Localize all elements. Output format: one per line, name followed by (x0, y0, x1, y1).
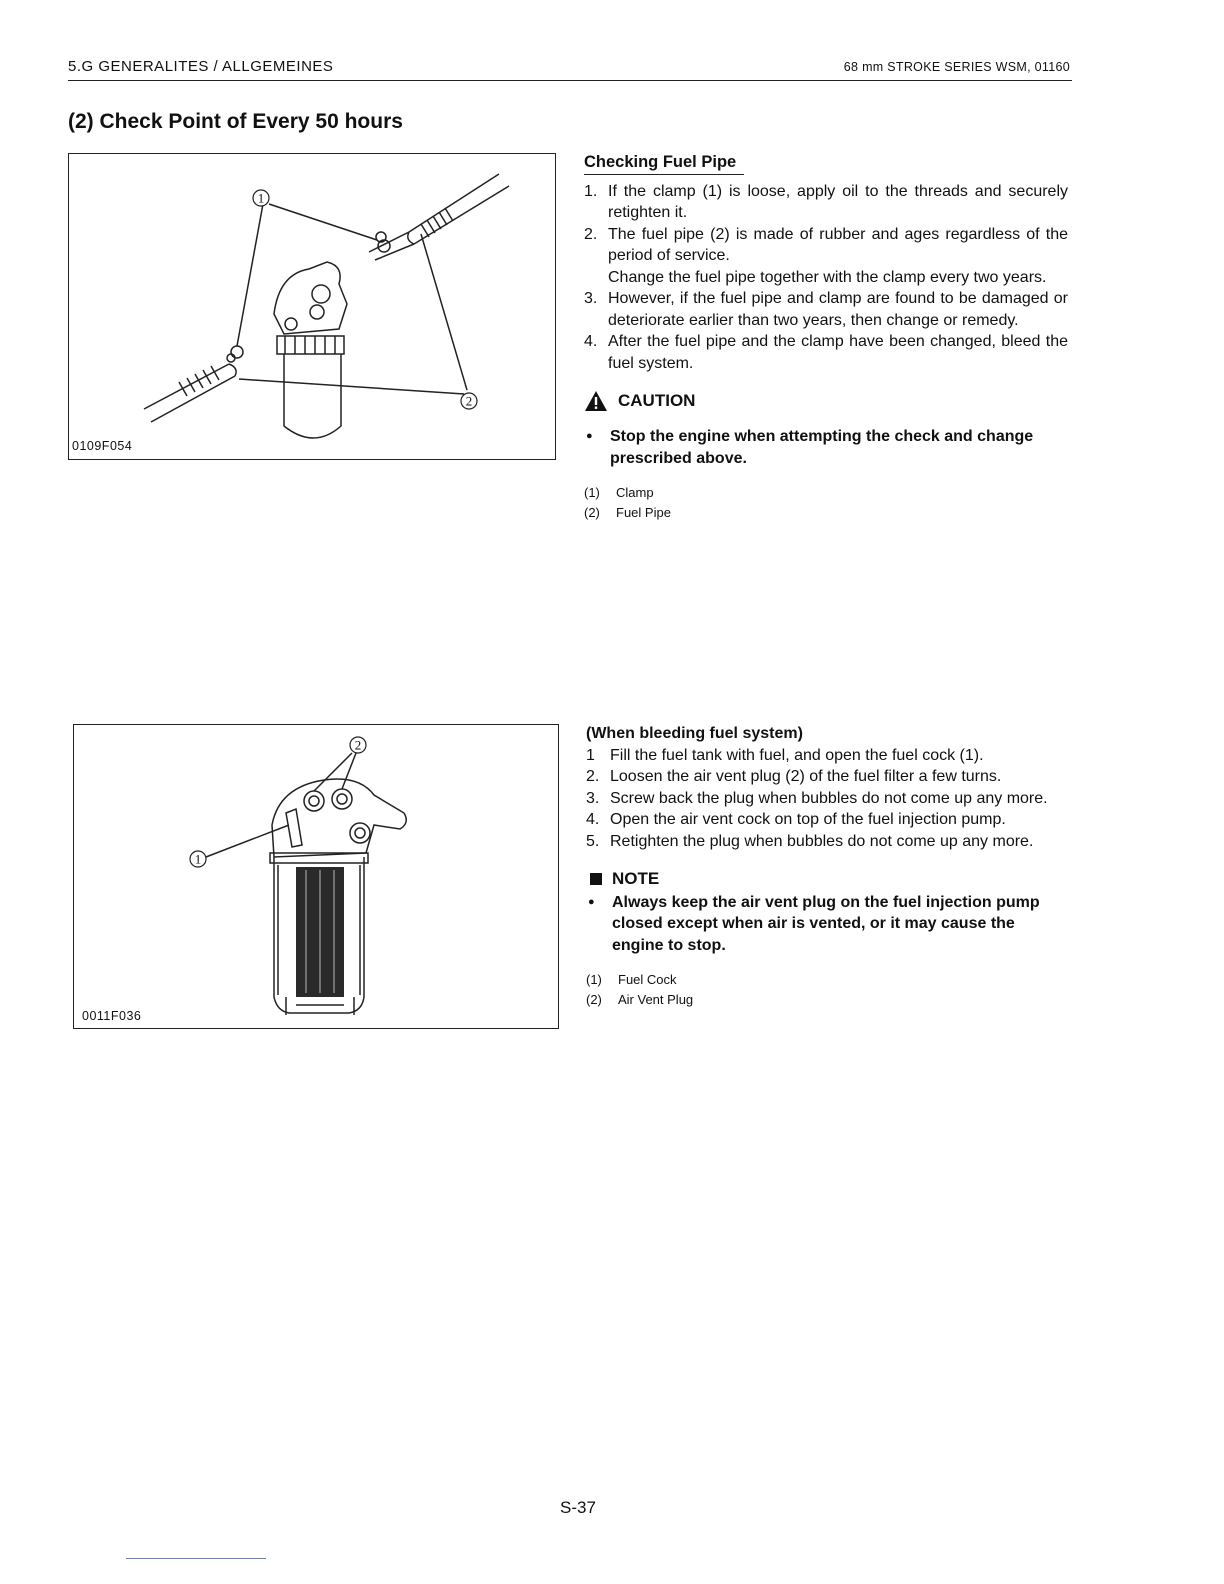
bleeding-title: (When bleeding fuel system) (586, 725, 803, 742)
callout-2: 2 (354, 737, 362, 753)
reference-item: (1) Fuel Cock (586, 972, 677, 987)
callout-2: 2 (465, 393, 473, 409)
bleeding-steps (586, 745, 1070, 853)
callout-1: 1 (194, 851, 202, 867)
checking-step: 4. After the fuel pipe and the clamp have been changed, bleed the fuel system. (584, 333, 1068, 372)
checking-title: Checking Fuel Pipe (584, 152, 744, 175)
bleeding-fuel-system-section (586, 723, 1070, 1010)
checking-steps (584, 181, 1068, 375)
figure-fuel-filter (73, 724, 559, 1029)
note-square-icon (590, 873, 602, 885)
running-header-left: 5.G GENERALITES / ALLGEMEINES (68, 58, 334, 75)
header-rule (68, 80, 1072, 81)
footer-line (126, 1558, 266, 1559)
bleeding-step: 4. Open the air vent cock on top of the fuel injection pump. (586, 811, 1006, 828)
figure-code: 0011F036 (82, 1009, 142, 1023)
reference-item: (1) Clamp (584, 485, 654, 500)
warning-triangle-icon (584, 390, 608, 412)
figure-code: 0109F054 (72, 439, 133, 453)
checking-references (584, 483, 1068, 523)
reference-item: (2) Air Vent Plug (586, 992, 694, 1007)
running-header-right: 68 mm STROKE SERIES WSM, 01160 (843, 60, 1070, 74)
bleeding-step: 1 Fill the fuel tank with fuel, and open the fuel cock (1). (586, 746, 984, 764)
fuel-filter-pipe-illustration (69, 154, 555, 459)
note-label: NOTE (612, 869, 660, 888)
page-number: S-37 (560, 1498, 596, 1517)
fuel-filter-cutaway-illustration (74, 725, 558, 1028)
section-title: (2) Check Point of Every 50 hours (68, 110, 403, 133)
bleeding-step: 5. Retighten the plug when bubbles do not come up any more. (586, 832, 1034, 850)
checking-step: 1. If the clamp (1) is loose, apply oil to the threads and securely retighten it. (584, 182, 1068, 221)
figure-fuel-pipe (68, 153, 556, 460)
checking-step: 2. The fuel pipe (2) is made of rubber and ages regardless of the period of service. Change the fuel pipe together with the clamp every two years. (584, 225, 1068, 286)
reference-item: (2) Fuel Pipe (584, 505, 671, 520)
caution-text: ● Stop the engine when attempting the check and change prescribed above. (584, 426, 1068, 469)
bleeding-step: 2. Loosen the air vent plug (2) of the fuel filter a few turns. (586, 768, 1002, 785)
bleeding-references (586, 970, 1070, 1010)
caution-heading (584, 390, 1068, 412)
bleeding-step: 3. Screw back the plug when bubbles do not come up any more. (586, 789, 1048, 807)
checking-fuel-pipe-section (584, 152, 1068, 523)
note-text: ● Always keep the air vent plug on the fuel injection pump closed except when air is vented, or it may cause the engine to stop. (586, 892, 1070, 957)
note-heading (586, 868, 1070, 890)
callout-1: 1 (257, 190, 265, 206)
checking-step: 3. However, if the fuel pipe and clamp are found to be damaged or deteriorate earlier than two years, then change or remedy. (584, 290, 1068, 329)
caution-label: CAUTION (618, 391, 696, 411)
